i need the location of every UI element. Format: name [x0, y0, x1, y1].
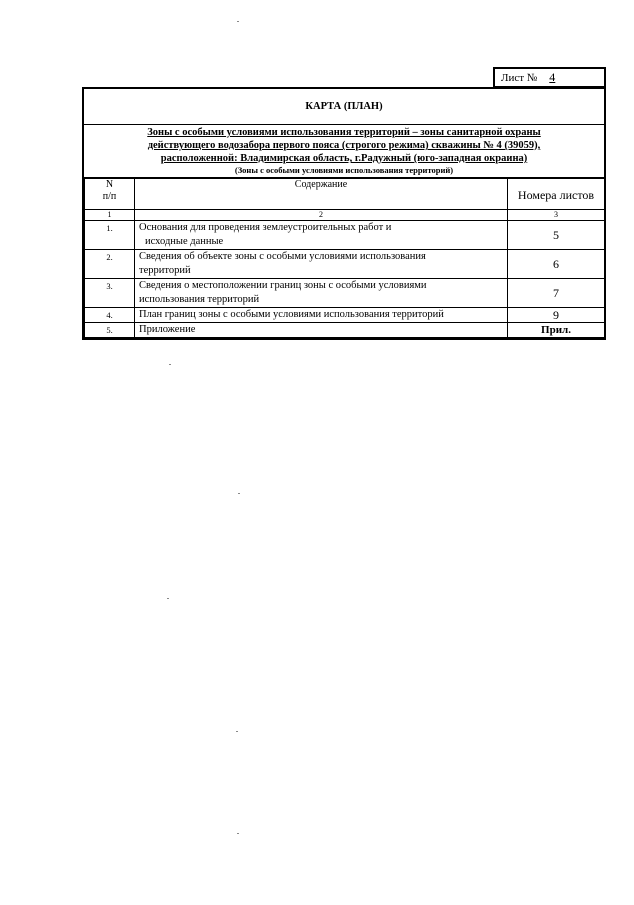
index-cell: 3	[508, 210, 605, 221]
table-row	[85, 221, 605, 250]
document-title: КАРТА (ПЛАН)	[84, 89, 604, 125]
index-cell: 1	[85, 210, 135, 221]
scan-speck	[169, 364, 171, 365]
table-row	[85, 250, 605, 279]
zone-description-line-3: расположенной: Владимирская область, г.Радужный (юго-западная окраина)	[160, 153, 528, 164]
row-number: 1.	[85, 221, 135, 250]
sheet-number: 4	[549, 70, 556, 84]
scan-speck	[237, 833, 239, 834]
scan-speck	[236, 731, 238, 732]
row-number: 5.	[85, 323, 135, 338]
row-sheets: 9	[508, 308, 605, 323]
map-plan-frame	[82, 87, 606, 340]
table-header-row	[85, 179, 605, 210]
row-content: Сведения об объекте зоны с особыми условиями использования территорий	[135, 250, 508, 279]
table-row	[85, 279, 605, 308]
header-number: N п/п	[85, 179, 135, 210]
index-cell: 2	[135, 210, 508, 221]
row-number: 2.	[85, 250, 135, 279]
row-content: План границ зоны с особыми условиями использования территорий	[135, 308, 508, 323]
row-content: Основания для проведения землеустроительных работ и исходные данные	[135, 221, 508, 250]
zone-description-line-1: Зоны с особыми условиями использования территорий – зоны санитарной охраны	[147, 127, 541, 138]
sheet-number-box	[493, 67, 606, 88]
header-sheets: Номера листов	[508, 179, 605, 210]
row-number: 4.	[85, 308, 135, 323]
table-row	[85, 308, 605, 323]
zone-description-line-4: (Зоны с особыми условиями использования территорий)	[234, 165, 454, 175]
row-content: Приложение	[135, 323, 508, 338]
zone-description	[84, 124, 604, 178]
row-sheets: 5	[508, 221, 605, 250]
scan-speck	[238, 493, 240, 494]
scan-speck	[167, 598, 169, 599]
row-sheets: 7	[508, 279, 605, 308]
table-row	[85, 323, 605, 338]
row-content: Сведения о местоположении границ зоны с особыми условиями использования территорий	[135, 279, 508, 308]
scan-speck	[237, 21, 239, 22]
row-sheets: 6	[508, 250, 605, 279]
row-sheets: Прил.	[508, 323, 605, 338]
header-content: Содержание	[135, 179, 508, 210]
sheet-label: Лист №	[501, 71, 538, 84]
zone-description-line-2: действующего водозабора первого пояса (строгого режима) скважины № 4 (39059),	[147, 140, 541, 151]
row-number: 3.	[85, 279, 135, 308]
contents-table	[84, 178, 605, 338]
table-index-row	[85, 210, 605, 221]
